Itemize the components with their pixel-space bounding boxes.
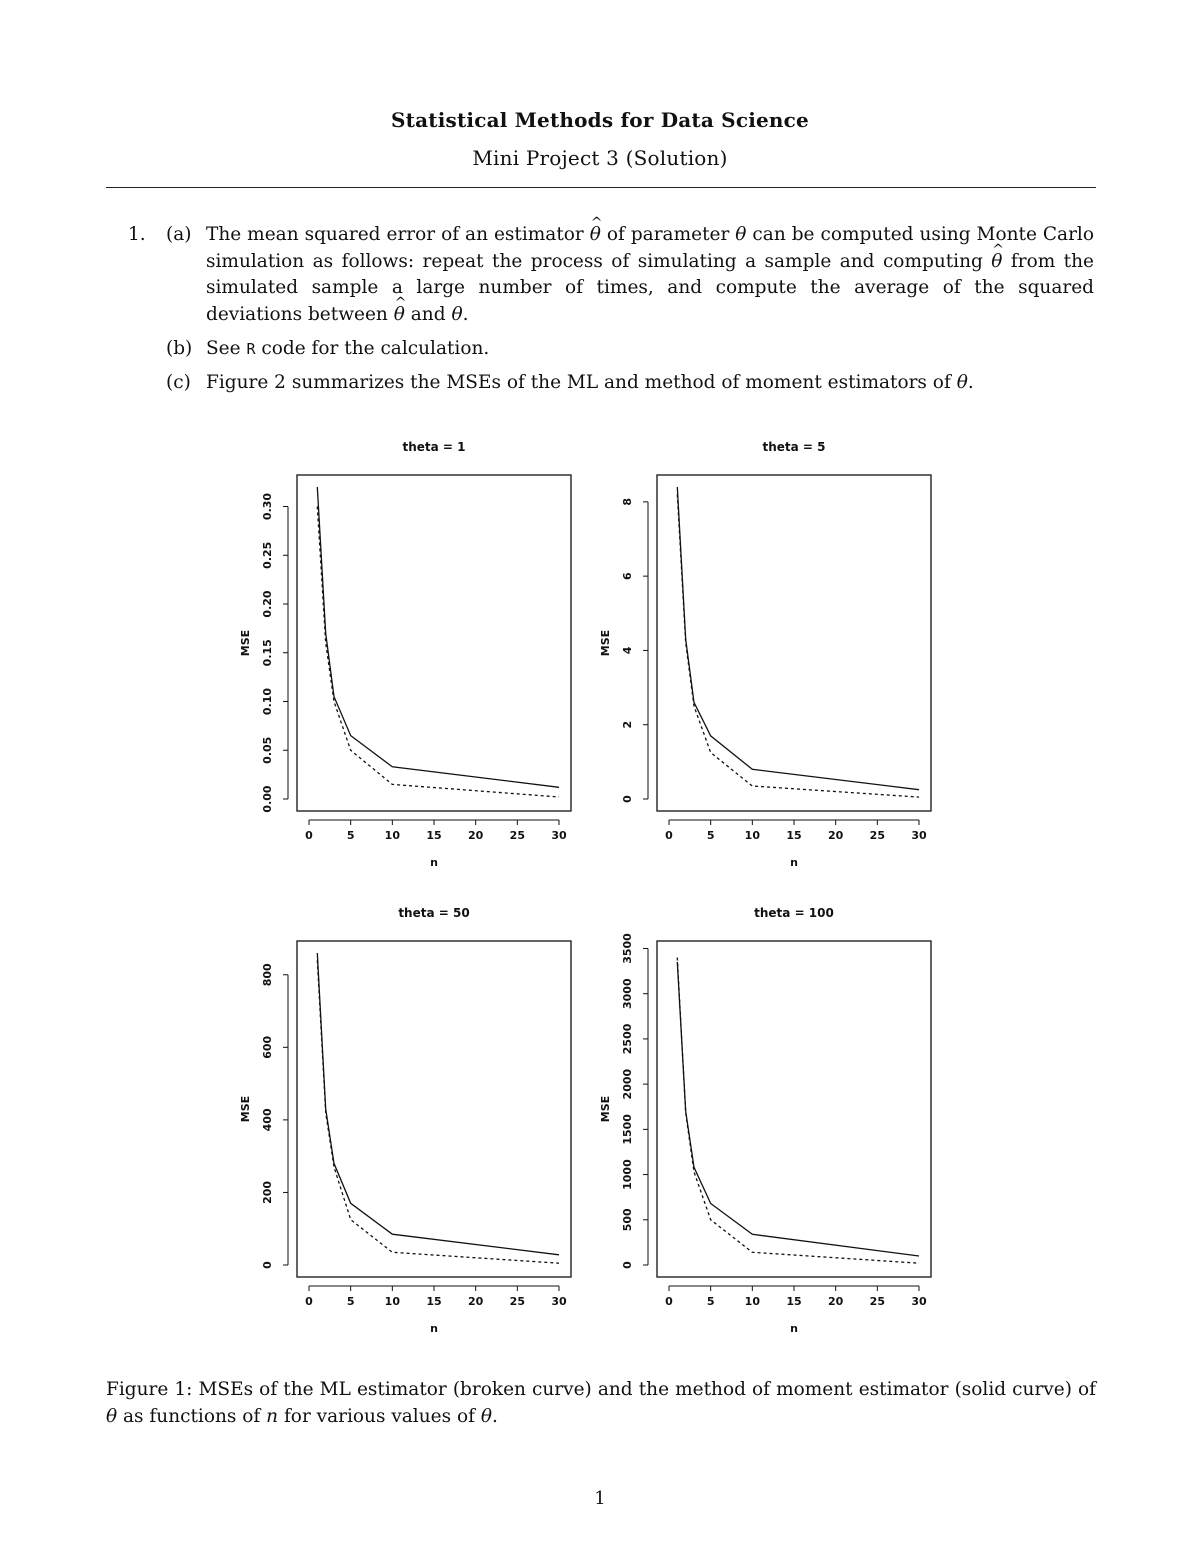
x-tick-label: 5 xyxy=(346,829,355,842)
plot-frame xyxy=(297,941,571,1277)
part-a-text: The mean squared error of an estimator ^ θ of parameter θ can be computed using Monte Carlo simulation as follows: repeat the process of simulating a sample and computing ^ θ from the simulated sample a large number of times, and compute the average of the squared deviations between ^ θ and θ. xyxy=(206,222,1094,328)
y-tick-label: 0.30 xyxy=(261,492,274,521)
document-title: Statistical Methods for Data Science xyxy=(391,108,809,132)
part-c-text: Figure 2 summarizes the MSEs of the ML and method of moment estimators of θ. xyxy=(206,372,974,393)
ml-estimator-curve xyxy=(677,494,919,797)
x-tick-label: 30 xyxy=(911,829,927,842)
ml-estimator-curve xyxy=(317,507,559,798)
chart-panel-4 xyxy=(599,906,931,1335)
y-tick-label: 600 xyxy=(261,1035,274,1059)
x-tick-label: 10 xyxy=(744,1295,760,1308)
page-number: 1 xyxy=(594,1488,606,1509)
moment-estimator-curve xyxy=(677,962,919,1256)
x-tick-label: 15 xyxy=(786,1295,802,1308)
x-tick-label: 15 xyxy=(786,829,802,842)
figure-caption: Figure 1: MSEs of the ML estimator (broken curve) and the method of moment estimator (solid curve) of θ as functions of n for various values of θ. xyxy=(106,1379,1096,1427)
moment-estimator-curve xyxy=(317,487,559,787)
y-tick-label: 4 xyxy=(621,646,634,655)
x-tick-label: 0 xyxy=(305,1295,313,1308)
y-tick-label: 400 xyxy=(261,1108,274,1132)
y-axis-label: MSE xyxy=(599,1095,612,1123)
x-tick-label: 20 xyxy=(468,829,484,842)
y-tick-label: 8 xyxy=(621,498,634,506)
x-tick-label: 25 xyxy=(509,1295,525,1308)
x-axis-label: n xyxy=(430,1322,438,1335)
x-tick-label: 10 xyxy=(744,829,760,842)
y-axis-label: MSE xyxy=(239,629,252,657)
chart-title: theta = 1 xyxy=(402,440,466,454)
y-tick-label: 3000 xyxy=(621,978,634,1010)
plot-frame xyxy=(297,475,571,811)
part-c-label: (c) xyxy=(166,372,191,393)
x-tick-label: 0 xyxy=(305,829,313,842)
x-tick-label: 25 xyxy=(509,829,525,842)
y-tick-label: 0.25 xyxy=(261,541,274,569)
y-tick-label: 1500 xyxy=(621,1114,634,1145)
x-tick-label: 20 xyxy=(828,1295,844,1308)
y-tick-label: 0.15 xyxy=(261,639,274,667)
x-tick-label: 5 xyxy=(706,829,715,842)
y-tick-label: 1000 xyxy=(621,1159,634,1190)
chart-panel-2 xyxy=(599,440,931,869)
x-axis-label: n xyxy=(790,856,798,869)
moment-estimator-curve xyxy=(317,953,559,1255)
y-tick-label: 500 xyxy=(621,1208,634,1232)
x-tick-label: 25 xyxy=(869,829,885,842)
chart-panel-1 xyxy=(239,440,571,869)
y-tick-label: 200 xyxy=(261,1180,274,1204)
x-axis-label: n xyxy=(430,856,438,869)
question-number: 1. xyxy=(128,224,146,245)
plot-frame xyxy=(657,941,931,1277)
ml-estimator-curve xyxy=(317,960,559,1263)
part-b-text: See R code for the calculation. xyxy=(206,338,490,359)
x-tick-label: 15 xyxy=(426,829,442,842)
part-a-label: (a) xyxy=(166,224,192,245)
chart-title: theta = 100 xyxy=(754,906,834,920)
x-tick-label: 0 xyxy=(665,1295,673,1308)
y-tick-label: 0.00 xyxy=(261,785,274,813)
y-axis-label: MSE xyxy=(599,629,612,657)
document-subtitle: Mini Project 3 (Solution) xyxy=(472,146,728,170)
x-tick-label: 10 xyxy=(384,829,400,842)
x-tick-label: 10 xyxy=(384,1295,400,1308)
chart-title: theta = 5 xyxy=(762,440,826,454)
ml-estimator-curve xyxy=(677,958,919,1264)
plot-frame xyxy=(657,475,931,811)
chart-title: theta = 50 xyxy=(398,906,470,920)
x-tick-label: 30 xyxy=(551,829,567,842)
y-tick-label: 2500 xyxy=(621,1023,634,1055)
x-tick-label: 30 xyxy=(911,1295,927,1308)
chart-panel-3 xyxy=(239,906,571,1335)
y-tick-label: 0 xyxy=(621,1261,634,1269)
x-tick-label: 30 xyxy=(551,1295,567,1308)
y-tick-label: 0.10 xyxy=(261,687,274,716)
x-axis-label: n xyxy=(790,1322,798,1335)
x-tick-label: 20 xyxy=(468,1295,484,1308)
y-tick-label: 800 xyxy=(261,963,274,987)
y-tick-label: 3500 xyxy=(621,933,634,964)
y-tick-label: 2000 xyxy=(621,1068,634,1100)
y-tick-label: 6 xyxy=(621,572,634,580)
x-tick-label: 20 xyxy=(828,829,844,842)
x-tick-label: 5 xyxy=(706,1295,715,1308)
part-b-label: (b) xyxy=(166,338,193,359)
y-axis-label: MSE xyxy=(239,1095,252,1123)
x-tick-label: 5 xyxy=(346,1295,355,1308)
x-tick-label: 25 xyxy=(869,1295,885,1308)
y-tick-label: 2 xyxy=(621,720,634,729)
y-tick-label: 0.05 xyxy=(261,736,274,764)
y-tick-label: 0 xyxy=(621,795,634,803)
x-tick-label: 15 xyxy=(426,1295,442,1308)
y-tick-label: 0.20 xyxy=(261,590,274,618)
y-tick-label: 0 xyxy=(261,1261,274,1269)
x-tick-label: 0 xyxy=(665,829,673,842)
moment-estimator-curve xyxy=(677,487,919,790)
